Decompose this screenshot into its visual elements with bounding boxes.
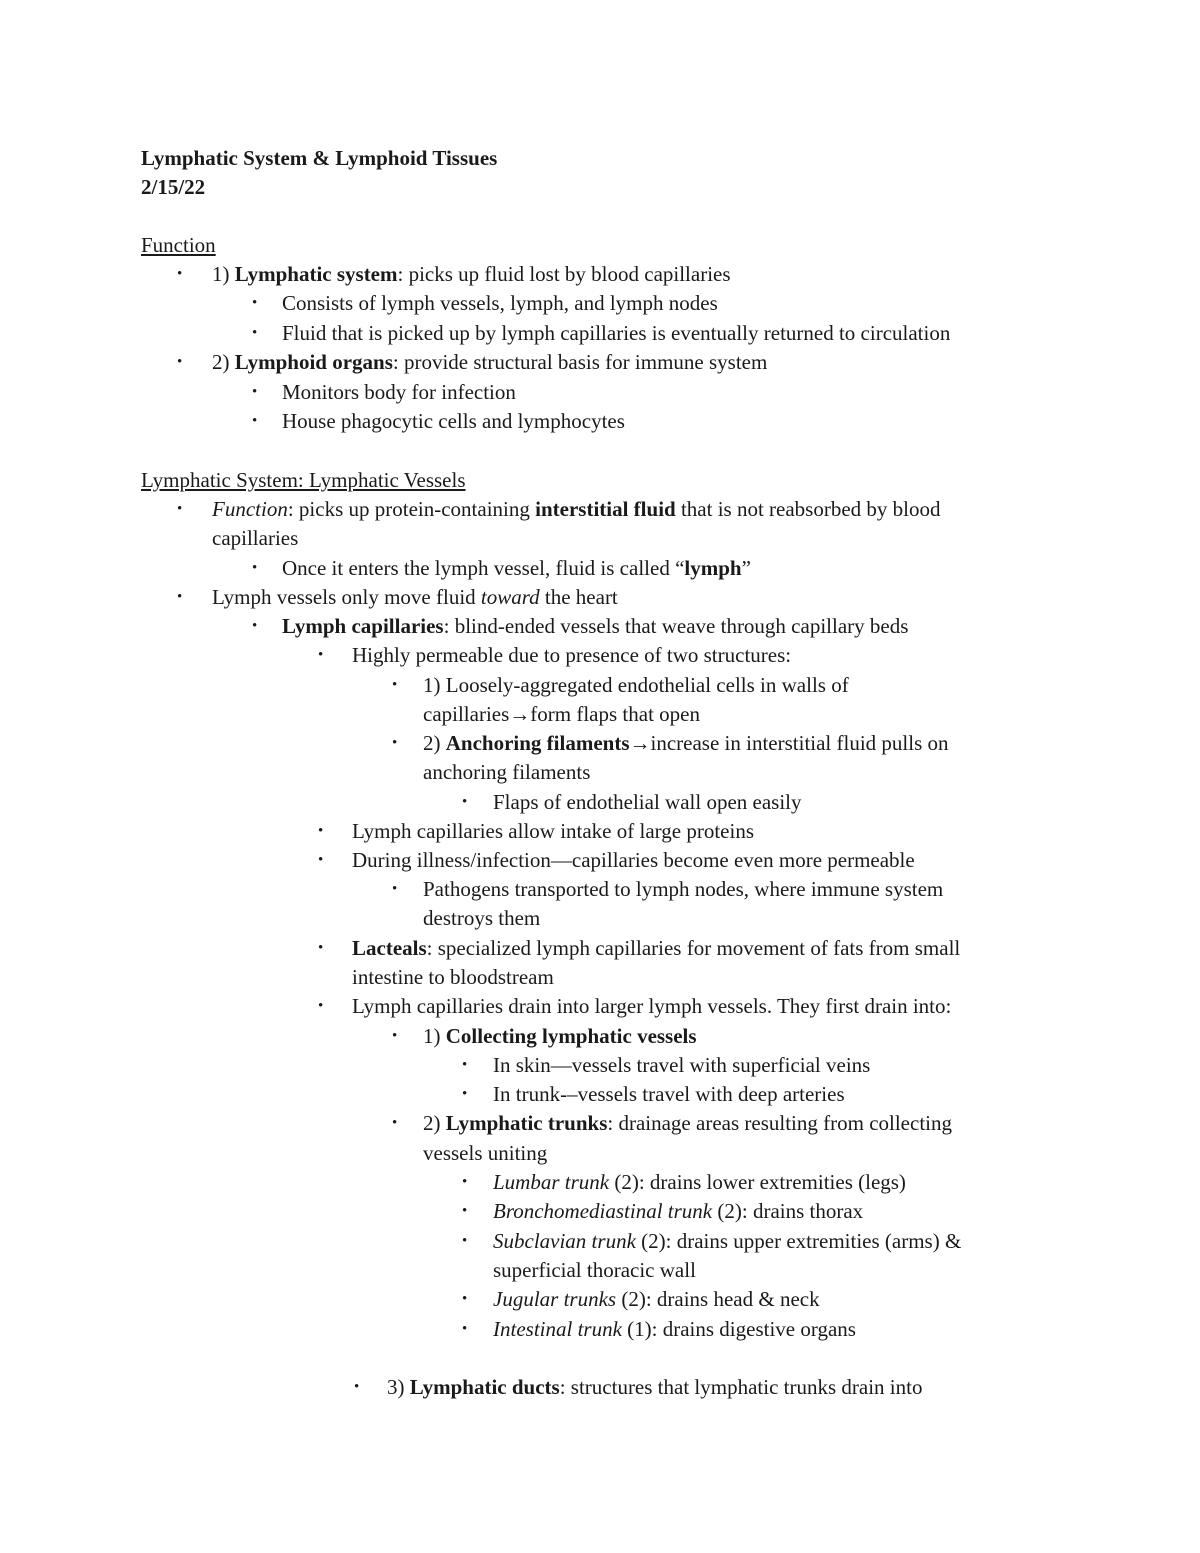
label: Function	[212, 497, 288, 521]
bullet: •	[252, 618, 258, 634]
term: interstitial fluid	[535, 497, 676, 521]
trunk-name: Lumbar trunk	[493, 1170, 610, 1194]
term: Collecting lymphatic vessels	[445, 1024, 697, 1048]
list-item: Flaps of endothelial wall open easily	[493, 790, 802, 814]
trunk-name: Jugular trunks	[493, 1287, 617, 1311]
list-item-continuation: destroys them	[423, 906, 541, 930]
list-item: House phagocytic cells and lymphocytes	[282, 409, 625, 433]
term: Lacteals	[352, 936, 427, 960]
list-item: During illness/infection—capillaries become even more permeable	[352, 848, 915, 872]
list-item-continuation: capillaries	[212, 526, 299, 550]
bullet: •	[252, 295, 258, 311]
list-item	[387, 1375, 922, 1399]
document-date: 2/15/22	[141, 175, 206, 199]
section-heading-lymphatic-vessels: Lymphatic System: Lymphatic Vessels	[141, 468, 466, 492]
text: Once it enters the lymph vessel, fluid is called “	[282, 556, 685, 580]
bullet: •	[318, 940, 324, 956]
bullet: •	[392, 735, 398, 751]
bullet: •	[462, 1203, 468, 1219]
list-item: In trunk-–vessels travel with deep arteries	[493, 1082, 845, 1106]
item-number: 1)	[212, 262, 235, 286]
definition: (2): drains head & neck	[616, 1287, 820, 1311]
bullet: •	[462, 1174, 468, 1190]
term: Anchoring filaments→	[445, 731, 651, 755]
list-item: Highly permeable due to presence of two structures:	[352, 643, 792, 667]
bullet: •	[318, 998, 324, 1014]
definition: : blind-ended vessels that weave through capillary beds	[443, 614, 909, 638]
term: Lymphatic system	[234, 262, 398, 286]
list-item	[423, 731, 949, 755]
item-number: 2)	[212, 350, 235, 374]
definition: (2): drains thorax	[712, 1199, 864, 1223]
list-item: Lymph capillaries drain into larger lymph vessels. They first drain into:	[352, 994, 952, 1018]
document-title: Lymphatic System & Lymphoid Tissues	[141, 146, 498, 170]
bullet: •	[462, 1233, 468, 1249]
list-item	[282, 556, 751, 580]
list-item-continuation: vessels uniting	[423, 1141, 548, 1165]
bullet: •	[252, 413, 258, 429]
definition: : specialized lymph capillaries for movement of fats from small	[426, 936, 961, 960]
text: : picks up protein-containing	[287, 497, 536, 521]
bullet: •	[252, 384, 258, 400]
definition: (2): drains upper extremities (arms) &	[635, 1229, 962, 1253]
bullet: •	[318, 823, 324, 839]
definition: : picks up fluid lost by blood capillaries	[397, 262, 731, 286]
bullet: •	[392, 677, 398, 693]
list-item	[282, 614, 908, 638]
list-item	[352, 936, 960, 960]
list-item	[212, 350, 767, 374]
bullet: •	[392, 1028, 398, 1044]
list-item	[493, 1229, 961, 1253]
list-item	[493, 1317, 856, 1341]
list-item: Consists of lymph vessels, lymph, and lymph nodes	[282, 291, 718, 315]
bullet: •	[392, 1115, 398, 1131]
bullet: •	[318, 852, 324, 868]
term: Lymphatic ducts	[409, 1375, 560, 1399]
bullet: •	[462, 1057, 468, 1073]
trunk-name: Subclavian trunk	[493, 1229, 636, 1253]
bullet: •	[462, 1086, 468, 1102]
list-item: In skin—vessels travel with superficial veins	[493, 1053, 871, 1077]
list-item: Fluid that is picked up by lymph capillaries is eventually returned to circulation	[282, 321, 951, 345]
list-item-continuation: anchoring filaments	[423, 760, 591, 784]
list-item	[423, 1024, 697, 1048]
list-item	[212, 262, 731, 286]
item-number: 1)	[423, 1024, 446, 1048]
list-item: Lymph capillaries allow intake of large proteins	[352, 819, 754, 843]
definition: : drainage areas resulting from collecting	[607, 1111, 952, 1135]
list-item	[423, 1111, 952, 1135]
definition: increase in interstitial fluid pulls on	[650, 731, 949, 755]
list-item: 1) Loosely-aggregated endothelial cells in walls of	[423, 673, 849, 697]
list-item-continuation: capillaries→form flaps that open	[423, 702, 700, 726]
trunk-name: Bronchomediastinal trunk	[493, 1199, 713, 1223]
list-item: Pathogens transported to lymph nodes, where immune system	[423, 877, 944, 901]
bullet: •	[177, 266, 183, 282]
definition: (2): drains lower extremities (legs)	[609, 1170, 906, 1194]
term: Lymphatic trunks	[445, 1111, 608, 1135]
term: Lymph capillaries	[282, 614, 444, 638]
bullet: •	[177, 589, 183, 605]
section-heading-function: Function	[141, 233, 216, 257]
term: Lymphoid organs	[234, 350, 393, 374]
definition: : structures that lymphatic trunks drain into	[559, 1375, 923, 1399]
definition: (1): drains digestive organs	[621, 1317, 856, 1341]
bullet: •	[462, 1291, 468, 1307]
bullet: •	[462, 794, 468, 810]
list-item	[493, 1199, 863, 1223]
bullet: •	[252, 560, 258, 576]
text: the heart	[539, 585, 618, 609]
emphasis: toward	[480, 585, 540, 609]
list-item	[212, 497, 941, 521]
list-item-continuation: superficial thoracic wall	[493, 1258, 696, 1282]
definition: : provide structural basis for immune system	[392, 350, 768, 374]
bullet: •	[318, 647, 324, 663]
list-item-continuation: intestine to bloodstream	[352, 965, 554, 989]
bullet: •	[462, 1321, 468, 1337]
bullet: •	[354, 1379, 360, 1395]
text: ”	[741, 556, 751, 580]
list-item	[493, 1170, 906, 1194]
item-number: 2)	[423, 731, 446, 755]
bullet: •	[252, 325, 258, 341]
list-item	[493, 1287, 820, 1311]
text: Lymph vessels only move fluid	[212, 585, 481, 609]
list-item	[212, 585, 618, 609]
trunk-name: Intestinal trunk	[493, 1317, 622, 1341]
bullet: •	[177, 354, 183, 370]
text: that is not reabsorbed by blood	[675, 497, 941, 521]
bullet: •	[392, 881, 398, 897]
list-item: Monitors body for infection	[282, 380, 516, 404]
item-number: 2)	[423, 1111, 446, 1135]
bullet: •	[177, 501, 183, 517]
term: lymph	[684, 556, 742, 580]
item-number: 3)	[387, 1375, 410, 1399]
